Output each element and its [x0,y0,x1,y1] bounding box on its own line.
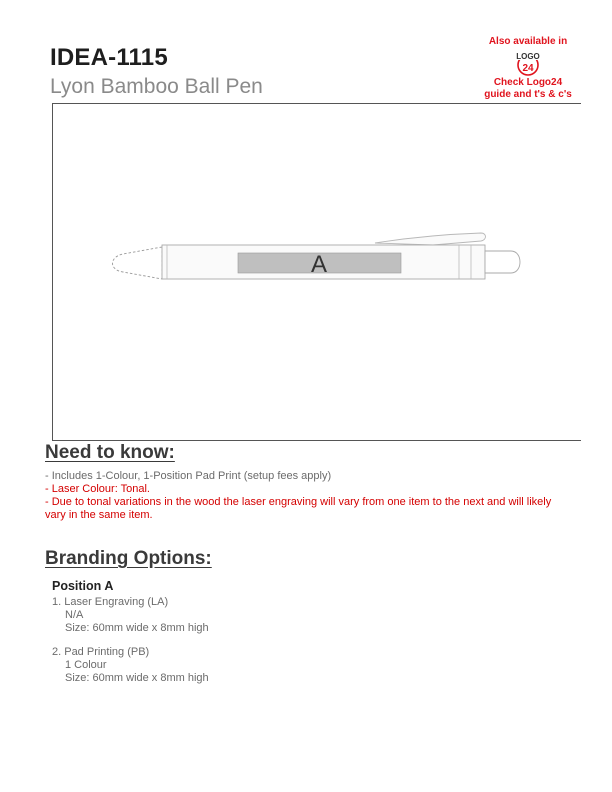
logo24-line1: Also available in [488,36,568,47]
branding-method-laser [52,596,209,635]
branding-options-heading: Branding Options: [45,548,212,569]
logo24-badge [480,36,576,101]
pen-clip [375,233,486,245]
pen-plunger [485,251,520,273]
logo24-line2: Check Logo24 [493,77,563,88]
method-title: 1. Laser Engraving (LA) [52,596,169,608]
logo24-icon [511,50,545,76]
need-to-know-item: - Includes 1-Colour, 1-Position Pad Print (setup fees apply) [45,470,332,482]
logo24-number: 24 [522,63,534,74]
need-to-know-heading: Need to know: [45,442,175,463]
logo24-logo-text: LOGO [516,52,540,61]
method-colours: 1 Colour [65,659,107,671]
need-to-know-item: - Laser Colour: Tonal. [45,483,150,495]
method-size: Size: 60mm wide x 8mm high [65,672,209,684]
method-size: Size: 60mm wide x 8mm high [65,622,209,634]
need-to-know-list [45,470,575,522]
method-title: 2. Pad Printing (PB) [52,646,150,658]
logo24-line3: guide and t's & c's [484,89,572,100]
position-a-label: Position A [52,579,114,593]
product-code: IDEA-1115 [50,44,168,71]
branding-method-pad [52,646,209,685]
product-image-frame [52,103,581,441]
product-name: Lyon Bamboo Ball Pen [50,75,263,98]
pen-tip [113,247,163,279]
pen-illustration [53,104,581,440]
print-area-a-label: A [310,251,328,278]
need-to-know-item: - Due to tonal variations in the wood the laser engraving will vary from one item to the next and will likely vary in the same item. [45,496,552,521]
method-colours: N/A [65,609,84,621]
